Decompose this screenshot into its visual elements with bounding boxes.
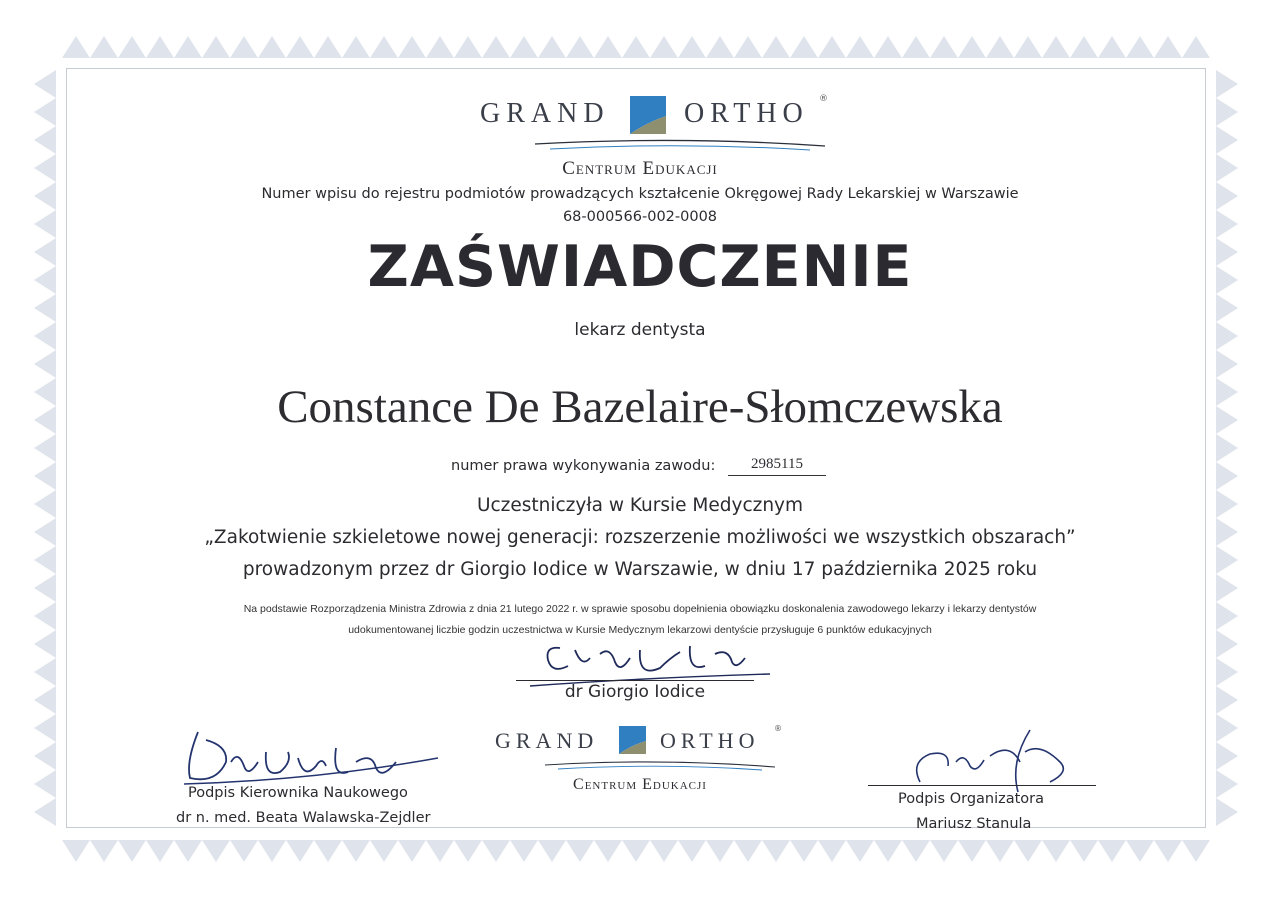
border-triangle bbox=[34, 658, 56, 686]
border-triangle bbox=[342, 36, 370, 58]
border-triangle bbox=[1216, 154, 1238, 182]
border-triangle bbox=[454, 840, 482, 862]
border-triangle bbox=[1098, 840, 1126, 862]
border-triangle bbox=[650, 36, 678, 58]
scientific-director-name: dr n. med. Beata Walawska-Zejdler bbox=[176, 810, 431, 826]
border-triangle bbox=[566, 840, 594, 862]
border-triangle bbox=[678, 840, 706, 862]
border-triangle bbox=[986, 36, 1014, 58]
logo-bottom-word-grand: GRAND bbox=[495, 728, 599, 753]
border-triangle bbox=[958, 840, 986, 862]
logo-bottom bbox=[490, 722, 790, 782]
border-triangle bbox=[426, 36, 454, 58]
border-triangle bbox=[1216, 602, 1238, 630]
lecturer-signature-line bbox=[516, 680, 754, 681]
border-triangle bbox=[1216, 238, 1238, 266]
logo-top-subtitle: Centrum Edukacji bbox=[562, 158, 718, 179]
recipient-name: Constance De Bazelaire-Słomczewska bbox=[277, 381, 1003, 433]
border-triangle bbox=[482, 840, 510, 862]
border-triangle bbox=[34, 798, 56, 826]
registered-mark: ® bbox=[819, 94, 828, 104]
border-triangle bbox=[650, 840, 678, 862]
logo-bottom-registered-mark: ® bbox=[774, 724, 782, 733]
border-triangle bbox=[482, 36, 510, 58]
border-triangle bbox=[118, 840, 146, 862]
inner-frame bbox=[66, 68, 1206, 828]
legal-line-2: udokumentowanej liczbie godzin uczestnictwa w Kursie Medycznym lekarzowi dentyście przysługuje 6 punktów edukacyjnych bbox=[348, 624, 932, 636]
border-triangle bbox=[1216, 714, 1238, 742]
border-triangle bbox=[1126, 840, 1154, 862]
border-triangle bbox=[986, 840, 1014, 862]
border-triangle bbox=[1070, 36, 1098, 58]
border-triangle bbox=[1216, 98, 1238, 126]
border-triangle bbox=[34, 546, 56, 574]
border-triangle bbox=[1216, 350, 1238, 378]
border-triangle bbox=[90, 840, 118, 862]
border-triangle bbox=[34, 742, 56, 770]
border-triangle bbox=[62, 840, 90, 862]
border-triangle bbox=[1216, 266, 1238, 294]
border-triangle bbox=[370, 840, 398, 862]
border-triangle bbox=[426, 840, 454, 862]
license-number: 2985115 bbox=[728, 456, 826, 476]
border-triangle bbox=[34, 294, 56, 322]
border-triangle bbox=[1216, 658, 1238, 686]
border-triangle bbox=[258, 36, 286, 58]
border-triangle bbox=[34, 434, 56, 462]
border-triangle bbox=[538, 36, 566, 58]
border-triangle bbox=[1154, 36, 1182, 58]
border-triangle bbox=[958, 36, 986, 58]
border-triangle bbox=[34, 126, 56, 154]
border-triangle bbox=[874, 36, 902, 58]
border-triangle bbox=[790, 840, 818, 862]
lecturer-name: dr Giorgio Iodice bbox=[564, 682, 706, 702]
scientific-director-signature bbox=[176, 722, 446, 792]
certificate-title: ZAŚWIADCZENIE bbox=[367, 234, 913, 300]
border-triangle bbox=[398, 840, 426, 862]
border-triangle bbox=[594, 840, 622, 862]
border-triangle bbox=[622, 36, 650, 58]
border-triangle bbox=[1216, 518, 1238, 546]
border-triangle bbox=[1216, 322, 1238, 350]
border-triangle bbox=[34, 322, 56, 350]
border-triangle bbox=[538, 840, 566, 862]
border-triangle bbox=[566, 36, 594, 58]
border-triangle bbox=[1014, 36, 1042, 58]
border-triangle bbox=[594, 36, 622, 58]
border-triangle bbox=[1216, 770, 1238, 798]
border-triangle bbox=[1216, 798, 1238, 826]
border-triangle bbox=[1098, 36, 1126, 58]
border-triangle bbox=[762, 840, 790, 862]
course-title: „Zakotwienie szkieletowe nowej generacji: rozszerzenie możliwości we wszystkich obszarach” bbox=[204, 527, 1076, 548]
border-triangle bbox=[846, 36, 874, 58]
border-triangle bbox=[34, 266, 56, 294]
logo-bottom-subtitle: Centrum Edukacji bbox=[573, 776, 707, 793]
border-triangle bbox=[34, 630, 56, 658]
border-triangle bbox=[342, 840, 370, 862]
border-triangle bbox=[454, 36, 482, 58]
registry-number: 68-000566-002-0008 bbox=[562, 209, 718, 225]
border-triangle bbox=[34, 98, 56, 126]
border-triangle bbox=[34, 70, 56, 98]
registry-line: Numer wpisu do rejestru podmiotów prowadzących kształcenie Okręgowej Rady Lekarskiej w Warszawie bbox=[261, 186, 1019, 202]
logo-bottom-emblem-icon bbox=[617, 724, 649, 756]
logo-bottom-swoosh bbox=[540, 760, 780, 772]
border-triangle bbox=[1216, 574, 1238, 602]
scientific-director-caption: Podpis Kierownika Naukowego bbox=[188, 785, 408, 801]
border-triangle bbox=[790, 36, 818, 58]
border-triangle bbox=[1182, 840, 1210, 862]
course-line-1: Uczestniczyła w Kursie Medycznym bbox=[476, 495, 804, 516]
border-triangle bbox=[174, 840, 202, 862]
border-triangle bbox=[1216, 434, 1238, 462]
logo-word-grand: GRAND bbox=[480, 98, 610, 129]
border-triangle bbox=[34, 490, 56, 518]
border-triangle bbox=[34, 182, 56, 210]
border-triangle bbox=[34, 518, 56, 546]
border-triangle bbox=[510, 840, 538, 862]
border-triangle bbox=[1216, 210, 1238, 238]
border-triangle bbox=[1042, 840, 1070, 862]
border-triangle bbox=[1216, 462, 1238, 490]
border-triangle bbox=[146, 840, 174, 862]
border-triangle bbox=[230, 840, 258, 862]
border-triangle bbox=[62, 36, 90, 58]
border-triangle bbox=[34, 406, 56, 434]
border-triangle bbox=[678, 36, 706, 58]
border-triangle bbox=[1216, 406, 1238, 434]
organizer-signature bbox=[890, 722, 1090, 802]
border-triangle bbox=[398, 36, 426, 58]
profession: lekarz dentysta bbox=[574, 320, 706, 340]
border-triangle bbox=[34, 154, 56, 182]
border-triangle bbox=[34, 602, 56, 630]
border-triangle bbox=[314, 840, 342, 862]
organizer-signature-line bbox=[868, 785, 1096, 786]
legal-line-1: Na podstawie Rozporządzenia Ministra Zdrowia z dnia 21 lutego 2022 r. w sprawie sposobu dopełnienia obowiązku doskonalenia zawodowego lekarzy i lekarzy dentystów bbox=[243, 603, 1037, 615]
border-triangle bbox=[706, 840, 734, 862]
border-triangle bbox=[174, 36, 202, 58]
border-triangle bbox=[314, 36, 342, 58]
course-line-3: prowadzonym przez dr Giorgio Iodice w Warszawie, w dniu 17 października 2025 roku bbox=[242, 559, 1038, 580]
organizer-name: Mariusz Stanula bbox=[916, 816, 1032, 832]
border-triangle bbox=[874, 840, 902, 862]
license-label: numer prawa wykonywania zawodu: bbox=[451, 458, 716, 474]
border-triangle bbox=[34, 686, 56, 714]
organizer-caption: Podpis Organizatora bbox=[898, 791, 1045, 807]
border-triangle bbox=[930, 840, 958, 862]
border-triangle bbox=[34, 378, 56, 406]
border-triangle bbox=[90, 36, 118, 58]
border-triangle bbox=[1126, 36, 1154, 58]
border-triangle bbox=[1216, 630, 1238, 658]
border-triangle bbox=[286, 840, 314, 862]
border-triangle bbox=[34, 238, 56, 266]
border-triangle bbox=[622, 840, 650, 862]
border-triangle bbox=[258, 840, 286, 862]
border-triangle bbox=[1216, 294, 1238, 322]
border-triangle bbox=[34, 210, 56, 238]
border-triangle bbox=[1216, 546, 1238, 574]
border-triangle bbox=[1042, 36, 1070, 58]
border-triangle bbox=[1216, 182, 1238, 210]
border-triangle bbox=[734, 840, 762, 862]
border-triangle bbox=[1070, 840, 1098, 862]
border-triangle bbox=[1216, 490, 1238, 518]
logo-emblem-icon bbox=[628, 94, 670, 136]
logo-bottom-word-ortho: ORTHO bbox=[660, 728, 760, 753]
border-triangle bbox=[846, 840, 874, 862]
border-triangle bbox=[1216, 378, 1238, 406]
logo-word-ortho: ORTHO bbox=[684, 98, 809, 129]
border-triangle bbox=[34, 770, 56, 798]
border-triangle bbox=[118, 36, 146, 58]
border-triangle bbox=[1014, 840, 1042, 862]
border-triangle bbox=[1154, 840, 1182, 862]
lecturer-signature bbox=[520, 628, 780, 688]
border-triangle bbox=[902, 840, 930, 862]
border-triangle bbox=[230, 36, 258, 58]
border-triangle bbox=[34, 574, 56, 602]
border-triangle bbox=[202, 36, 230, 58]
border-triangle bbox=[930, 36, 958, 58]
border-triangle bbox=[1182, 36, 1210, 58]
border-triangle bbox=[370, 36, 398, 58]
border-triangle bbox=[1216, 126, 1238, 154]
logo-swoosh bbox=[530, 138, 830, 152]
border-triangle bbox=[34, 350, 56, 378]
border-triangle bbox=[902, 36, 930, 58]
border-triangle bbox=[34, 462, 56, 490]
border-triangle bbox=[706, 36, 734, 58]
border-triangle bbox=[1216, 70, 1238, 98]
border-triangle bbox=[146, 36, 174, 58]
border-triangle bbox=[818, 840, 846, 862]
border-triangle bbox=[1216, 686, 1238, 714]
border-triangle bbox=[510, 36, 538, 58]
border-triangle bbox=[286, 36, 314, 58]
border-triangle bbox=[734, 36, 762, 58]
border-triangle bbox=[818, 36, 846, 58]
border-triangle bbox=[762, 36, 790, 58]
border-triangle bbox=[1216, 742, 1238, 770]
border-triangle bbox=[202, 840, 230, 862]
border-triangle bbox=[34, 714, 56, 742]
